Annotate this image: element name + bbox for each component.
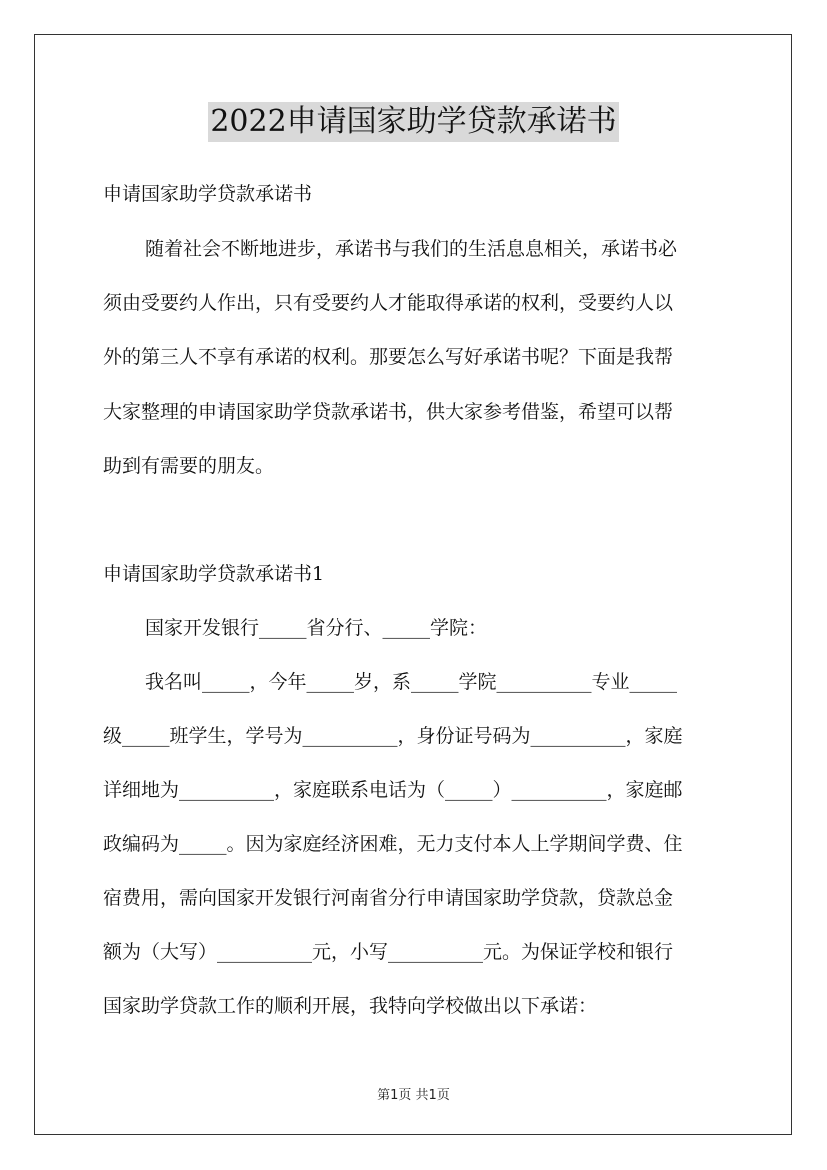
paragraph-line: 助到有需要的朋友。 [103,455,275,477]
document-title: 2022申请国家助学贷款承诺书 [208,102,618,142]
paragraph-line: 级_____班学生，学号为__________，身份证号码为__________，家庭 [103,725,683,747]
paragraph-line: 额为（大写）__________元，小写__________元。为保证学校和银行 [103,941,674,963]
page-footer: 第1页 共1页 [377,1088,450,1103]
paragraph-line: 须由受要约人作出，只有受要约人才能取得承诺的权利，受要约人以 [103,292,674,314]
paragraph-line: 详细地为__________，家庭联系电话为（_____）__________，家庭邮 [103,779,683,801]
paragraph-line: 宿费用，需向国家开发银行河南省分行申请国家助学贷款，贷款总金 [103,887,674,909]
paragraph-line: 随着社会不断地进步，承诺书与我们的生活息息相关，承诺书必 [145,238,678,260]
paragraph-line: 外的第三人不享有承诺的权利。那要怎么写好承诺书呢？下面是我帮 [103,346,674,368]
section-heading: 申请国家助学贷款承诺书 [103,183,313,205]
paragraph-line: 国家助学贷款工作的顺利开展，我特向学校做出以下承诺： [103,995,598,1017]
paragraph-line: 我名叫_____，今年_____岁，系_____学院__________专业_____ [145,671,678,693]
document-title-wrap [0,102,827,142]
paragraph-line: 大家整理的申请国家助学贷款承诺书，供大家参考借鉴，希望可以帮 [103,401,674,423]
salutation-line: 国家开发银行_____省分行、_____学院： [145,617,488,639]
section-heading: 申请国家助学贷款承诺书1 [103,563,325,585]
paragraph-line: 政编码为_____。因为家庭经济困难，无力支付本人上学期间学费、住 [103,833,683,855]
